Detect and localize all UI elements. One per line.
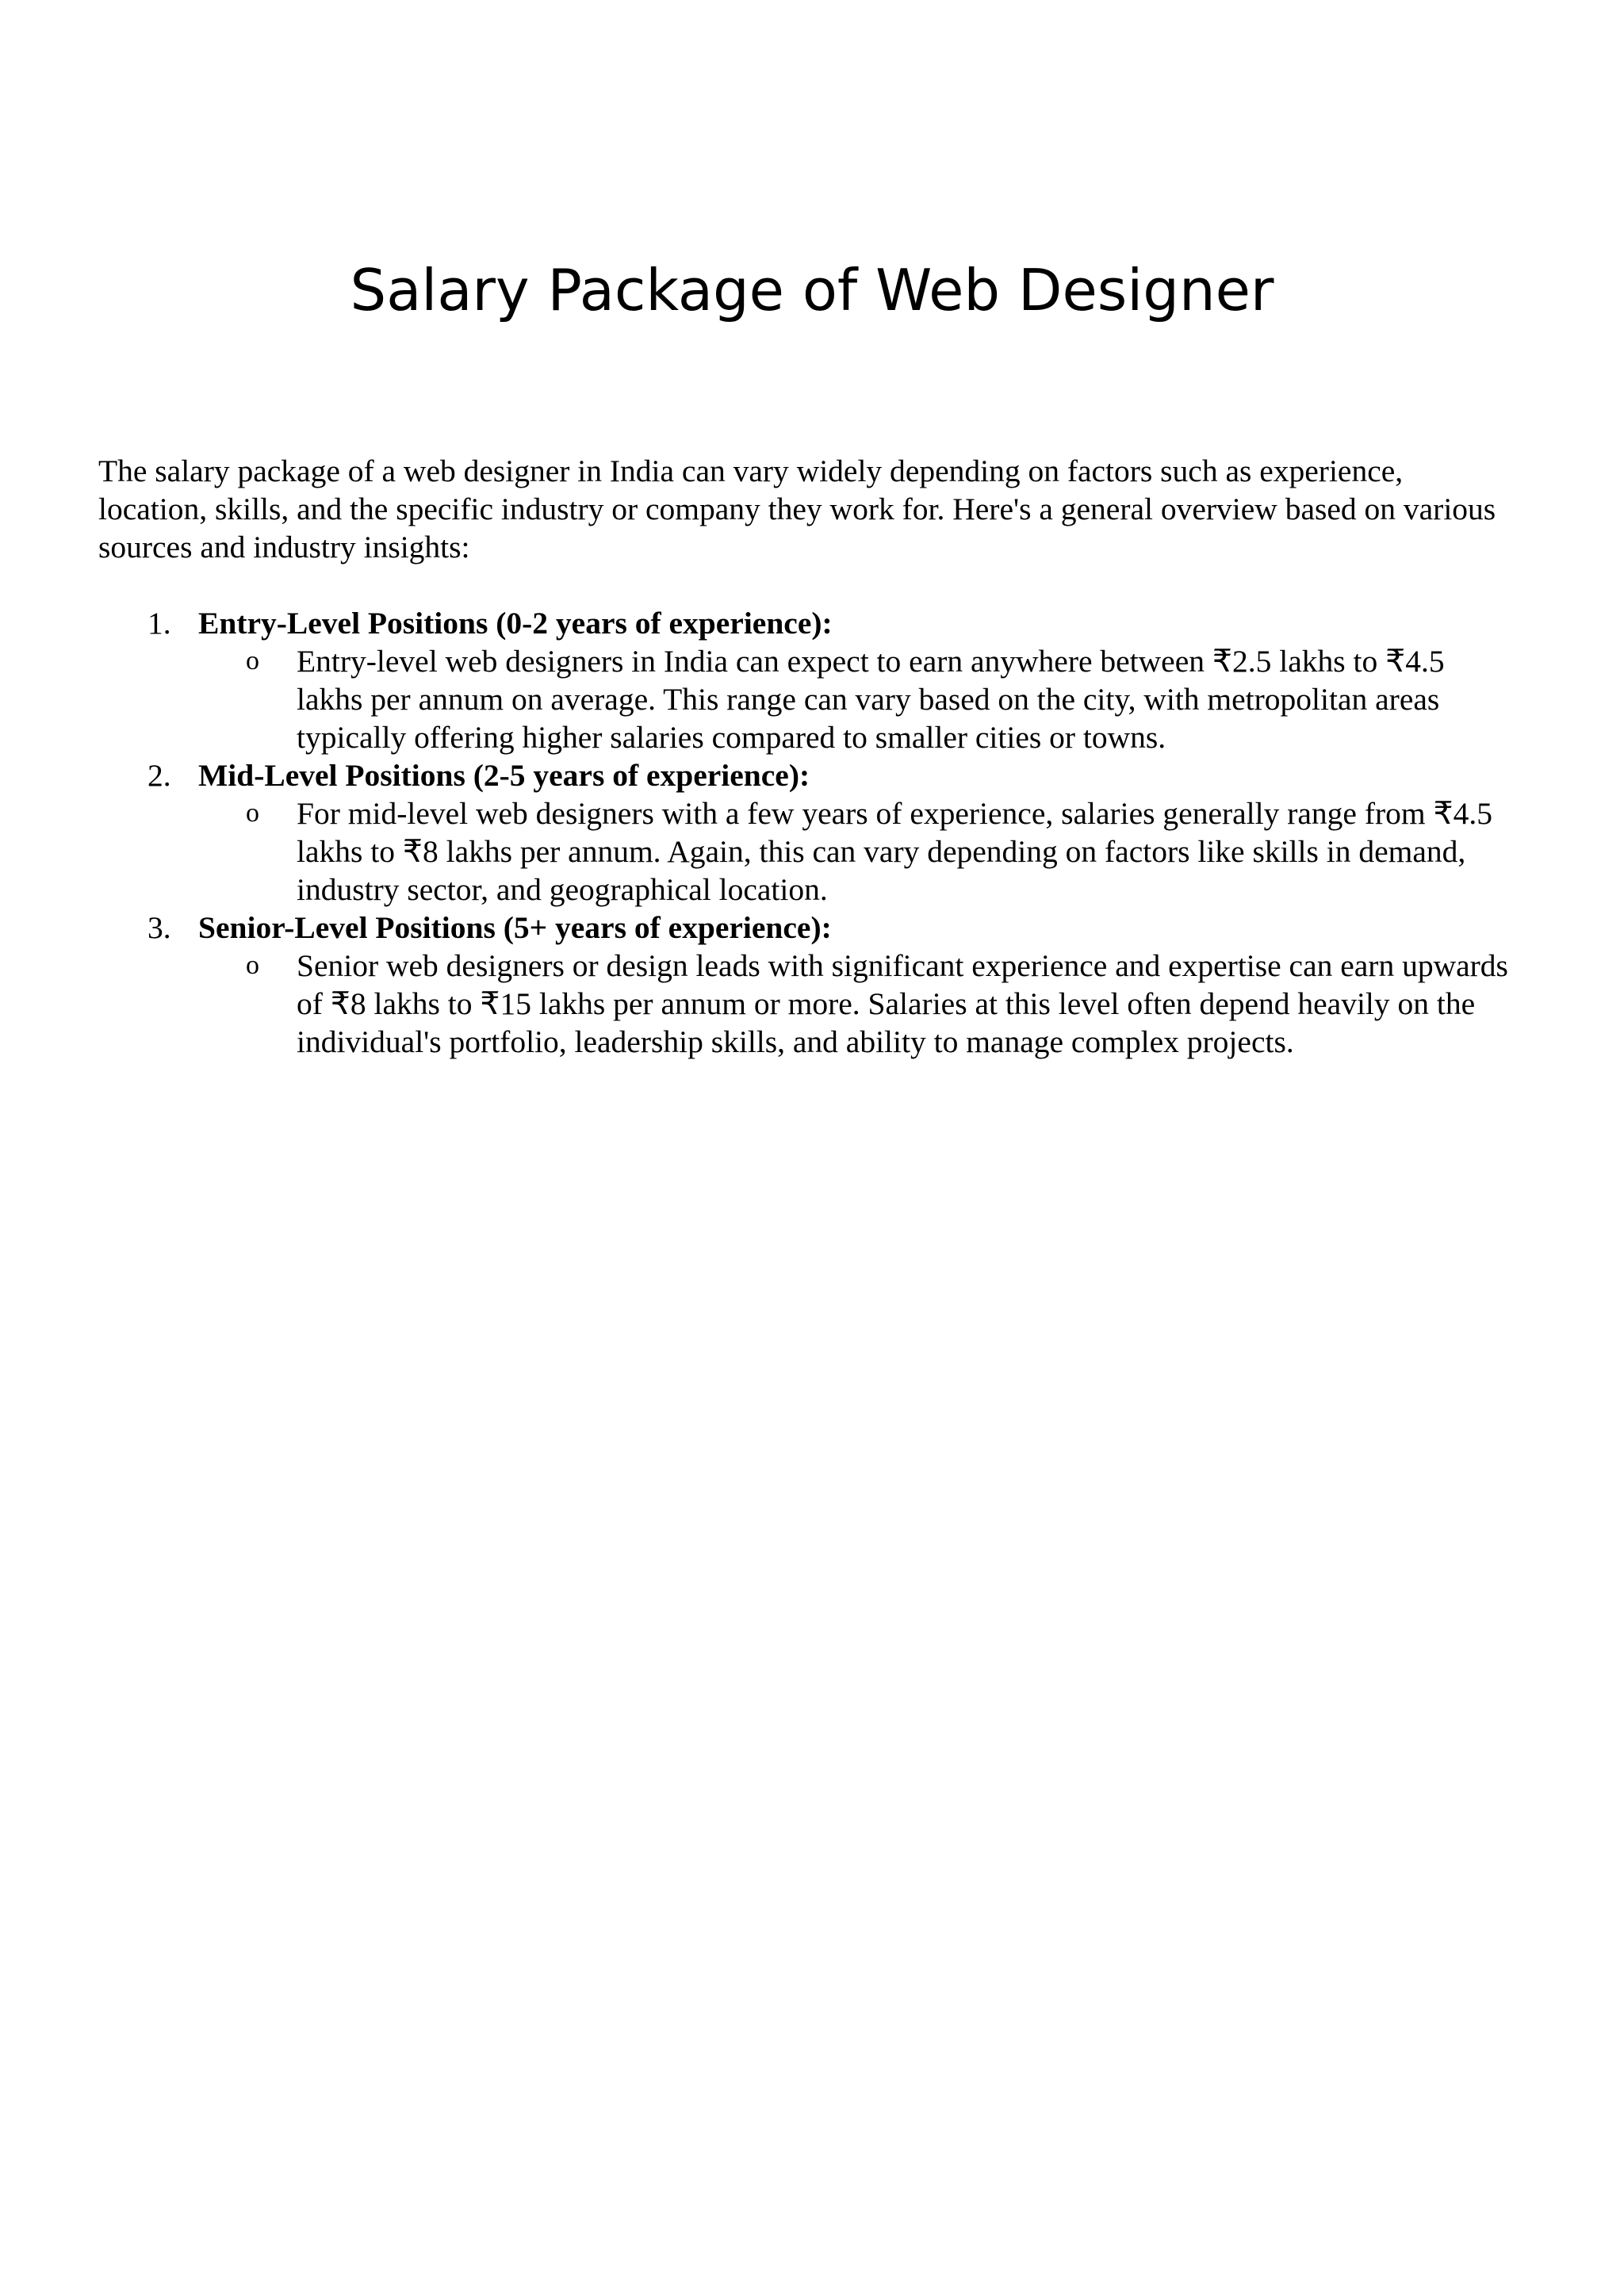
level-description: For mid-level web designers with a few years of experience, salaries generally range from ₹4.5 lakhs to ₹8 lakhs per annum. Again, this can vary depending on factors like skills in demand, industry sector, and geographical location. [297, 796, 1493, 907]
salary-levels-list [98, 604, 1518, 1061]
level-heading: Entry-Level Positions (0-2 years of experience): [198, 606, 833, 641]
level-bullets [198, 642, 1518, 756]
level-bullets [198, 947, 1518, 1061]
level-description: Senior web designers or design leads with significant experience and expertise can earn upwards of ₹8 lakhs to ₹15 lakhs per annum or more. Salaries at this level often depend heavily on the individual's portfolio, leadership skills, and ability to manage complex projects. [297, 948, 1508, 1059]
level-number: 3. [147, 910, 171, 945]
circle-bullet-icon: o [246, 646, 259, 675]
page-title: Salary Package of Web Designer [350, 257, 1274, 323]
level-heading: Senior-Level Positions (5+ years of experience): [198, 910, 832, 945]
level-item-entry [98, 604, 1518, 756]
level-number: 1. [147, 606, 171, 641]
level-bullet [198, 642, 1518, 756]
intro-paragraph: The salary package of a web designer in India can vary widely depending on factors such as experience, location, skills, and the specific industry or company they work for. Here's a general overview based on various sources and industry insights: [98, 453, 1496, 564]
level-heading: Mid-Level Positions (2-5 years of experience): [198, 758, 810, 793]
level-description: Entry-level web designers in India can expect to earn anywhere between ₹2.5 lakhs to ₹4.5 lakhs per annum on average. This range can vary based on the city, with metropolitan areas typically offering higher salaries compared to smaller cities or towns. [297, 644, 1445, 755]
level-number: 2. [147, 758, 171, 793]
level-bullets [198, 794, 1518, 909]
circle-bullet-icon: o [246, 798, 259, 828]
level-item-mid [98, 756, 1518, 909]
level-bullet [198, 794, 1518, 909]
level-bullet [198, 947, 1518, 1061]
circle-bullet-icon: o [246, 951, 259, 980]
document-body [98, 452, 1518, 1061]
level-item-senior [98, 909, 1518, 1061]
